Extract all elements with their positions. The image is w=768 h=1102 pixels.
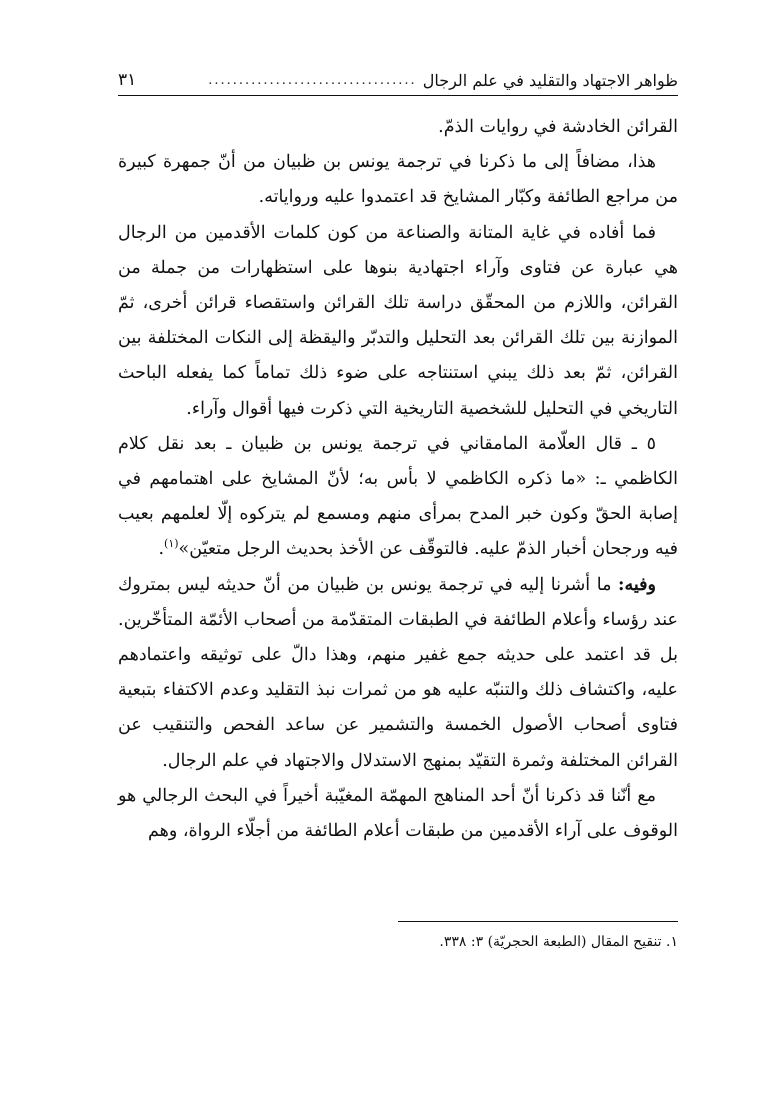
leader-dots: .................................. [208,72,417,88]
footnote [118,930,678,954]
paragraph-text: فما أفاده في غاية المتانة والصناعة من كون كلمات الأقدمين من الرجال هي عبارة عن فتاوى وآراء اجتهادية بنوها على استظهارات من جملة من القرائن، واللازم من المحقّق دراسة تلك القرائن واستقصاء قرائن أخرى، ثمّ الموازنة بين تلك القرائن بعد التحليل والتدبّر واليقظة إلى النكات المختلفة بين القرائن، ثمّ بعد ذلك يبني استنتاجه على ضوء ذلك تماماً كما يفعله الباحث التاريخي في التحليل للشخصية التاريخية التي ذكرت فيها أقوال وآراء. [118,222,678,419]
running-title: ظواهر الاجتهاد والتقليد في علم الرجال [422,70,678,90]
running-header [118,66,678,94]
paragraph-tail: . [158,539,165,560]
body-text [118,110,678,849]
paragraph-point-5 [118,427,678,568]
book-page [118,0,678,1102]
paragraph [118,216,678,427]
paragraph-continuation [118,110,678,145]
header-rule [118,95,678,96]
footnote-text: ١. تنقيح المقال (الطبعة الحجريّة) ٣: ٣٣٨. [439,934,678,950]
paragraph [118,779,678,849]
paragraph-text: ما أشرنا إليه في ترجمة يونس بن ظبيان من أنّ حديثه ليس بمتروك عند رؤساء وأعلام الطائفة في الطبقات المتقدّمة من أصحاب الأئمّة المتأخّرين. بل قد اعتمد على حديثه جمع غفير منهم، وهذا دالّ على توثيقه واعتمادهم عليه، واكتشاف ذلك والتنبّه عليه هو من ثمرات نبذ التقليد وعدم الاكتفاء بتبعية فتاوى أصحاب الأصول الخمسة والتشمير عن ساعد الفحص والتنقيب عن القرائن المختلفة وثمرة التقيّد بمنهج الاستدلال والاجتهاد في علم الرجال. [118,574,678,771]
paragraph-text: القرائن الخادشة في روايات الذمّ. [438,117,678,137]
footnote-reference[interactable]: (١) [164,537,179,551]
page-number: ٣١ [118,70,137,90]
paragraph-lead: وفيه: [618,574,656,595]
paragraph [118,145,678,215]
footnote-rule [398,921,678,922]
paragraph-critique [118,568,678,779]
paragraph-text: ٥ ـ قال العلّامة المامقاني في ترجمة يونس بن ظبيان ـ بعد نقل كلام الكاظمي ـ: «ما ذكره الكاظمي لا بأس به؛ لأنّ المشايخ على اهتمامهم في إصابة الحقّ وكون خبر المدح بمرأى منهم ومسمع لم يتركوه إلّا لعلمهم بعيب فيه ورجحان أخبار الذمّ عليه. فالتوقّف عن الأخذ بحديث الرجل متعيّن» [118,433,678,560]
paragraph-text: مع أنّنا قد ذكرنا أنّ أحد المناهج المهمّة المغيّبة أخيراً في البحث الرجالي هو الوقوف على آراء الأقدمين من طبقات أعلام الطائفة من أجلّاء الرواة، وهم [118,785,678,842]
paragraph-text: هذا، مضافاً إلى ما ذكرنا في ترجمة يونس بن ظبيان من أنّ جمهرة كبيرة من مراجع الطائفة وكبّار المشايخ قد اعتمدوا عليه ورواياته. [118,152,678,208]
